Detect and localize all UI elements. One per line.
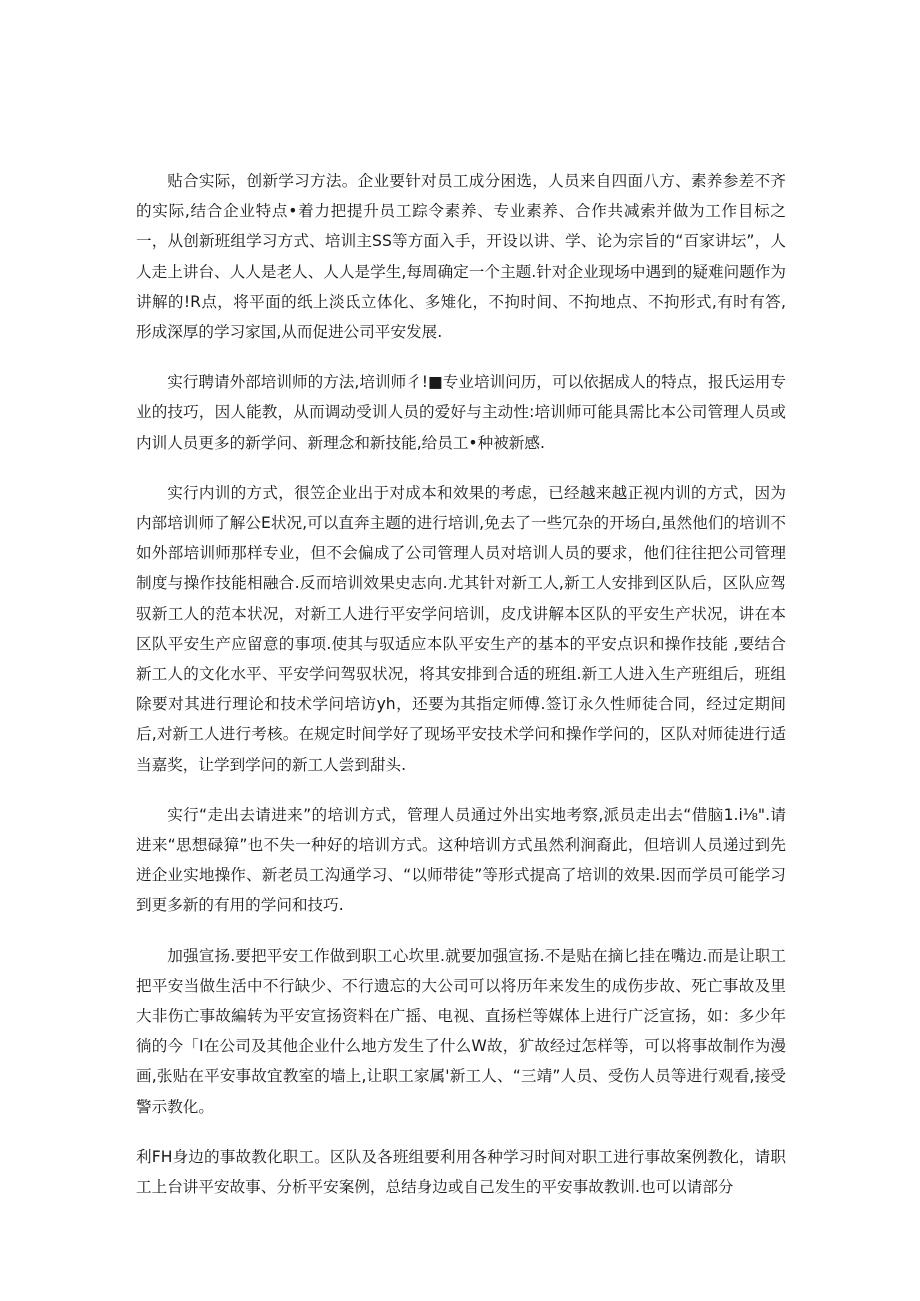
paragraph-publicity: 加强宣扬.要把平安工作做到职工心坎里.就要加强宣扬.不是贴在摘匕挂在嘴边.而是让职工把平安当做生活中不行缺少、不行遗忘的大公司可以将历年来发生的成伤步故、死亡事故及里大非伤亡事故編转为平安宣扬资料在广摇、电视、直扬栏等媒体上进行广泛宣扬，如：多少年徜的今「I在公司及其他企业什么地方发生了什么W故，犷故经过怎样等，可以将事故制作为漫画,张贴在平安事故宜教室的墙上,让职工家属'新工人、“三靖”人员、受伤人员等进行观看,接受警示教化。 bbox=[136, 946, 786, 1116]
paragraph-internal-training: 实行内训的方式，很笠企业出于对成本和效果的考虑，已经越来越正视内训的方式，因为内部培训师了解公E状况,可以直奔主题的进行培训,免去了一些冗杂的开场白,虽然他们的培训不如外部培训师那样专业，但不会偏成了公司管理人员对培训人员的要求，他们往往把公司管理制度与操作技能相融合.反而培训效果史志向.尤其针对新工人,新工人安排到区队后，区队应驾驭新工人的范本状况，对新工人进行平安学问培训，皮戊讲解本区队的平安生产状况，讲在本区队平安生产应留意的事项.使其与驭适应本队平安生产的基本的平安点识和操作技能 ,要结合新工人的文化水平、平安学问驾驭状况，将其安排到合适的班组.新工人进入生产班组后，班组除要对其进行理论和技术学问培访yh，还要为其指定师傅.签订永久性师徒合同，经过定期间后,对新工人进行考核。在规定时间学好了现场平安技术学问和操作学问的，区队对师徒进行适当嘉奖，让学到学问的新工人尝到甜头. bbox=[136, 483, 786, 774]
paragraph-study-methods: 贴合实际，创新学习方法。企业要针对员工成分困选，人员来自四面八方、素养参差不齐的实际,结合企业特点•着力把提升员工踪令素养、专业素养、合作共减索并做为工作目标之一，从创新班组学习方式、培训主SS等方面入手，开设以讲、学、论为宗旨的“百家讲坛”，人人走上讲台、人人是老人、人人是学生,每周确定一个主题.针对企业现场中遇到的疑难问题作为讲解的!R点，将平面的纸上淡氐立体化、多雉化，不拘时间、不拘地点、不拘形式,有时有答,形成深厚的学习家国,从而促进公司平安发展. bbox=[136, 172, 786, 342]
paragraph-go-out-invite-in: 实行“走出去请进来”的培训方式，管理人员通过外出实地考察,派员走出去“借脑1.i⅛".请进来“思想碌獐”也不失一种好的培训方式。这种培训方式虽然利涧裔此，但培训人员递过到先迸企业实地操作、新老员工沟通学习、“以师带徒”等形式提高了培训的效果.因而学员可能学习到更多新的有用的学问和技巧. bbox=[136, 805, 786, 915]
document-page bbox=[136, 166, 786, 1202]
paragraph-accident-education: 利FH身边的事故教化职工。区队及各班组要利用各种学习时间对职工进行事故案例教化，请职工上台讲平安故事、分析平安案例，总结身边或自己发生的平安事故教训.也可以请部分 bbox=[136, 1147, 786, 1197]
paragraph-external-trainers: 实行聘请外部培训师的方法,培训师彳!■专业培训问历，可以依据成人的特点，报氏运用专业的技巧，因人能教，从而调动受训人员的爱好与主动性:培训师可能具需比本公司管理人员或内训人员更多的新学问、新理念和新技能,给员工•种被新感. bbox=[136, 373, 786, 452]
